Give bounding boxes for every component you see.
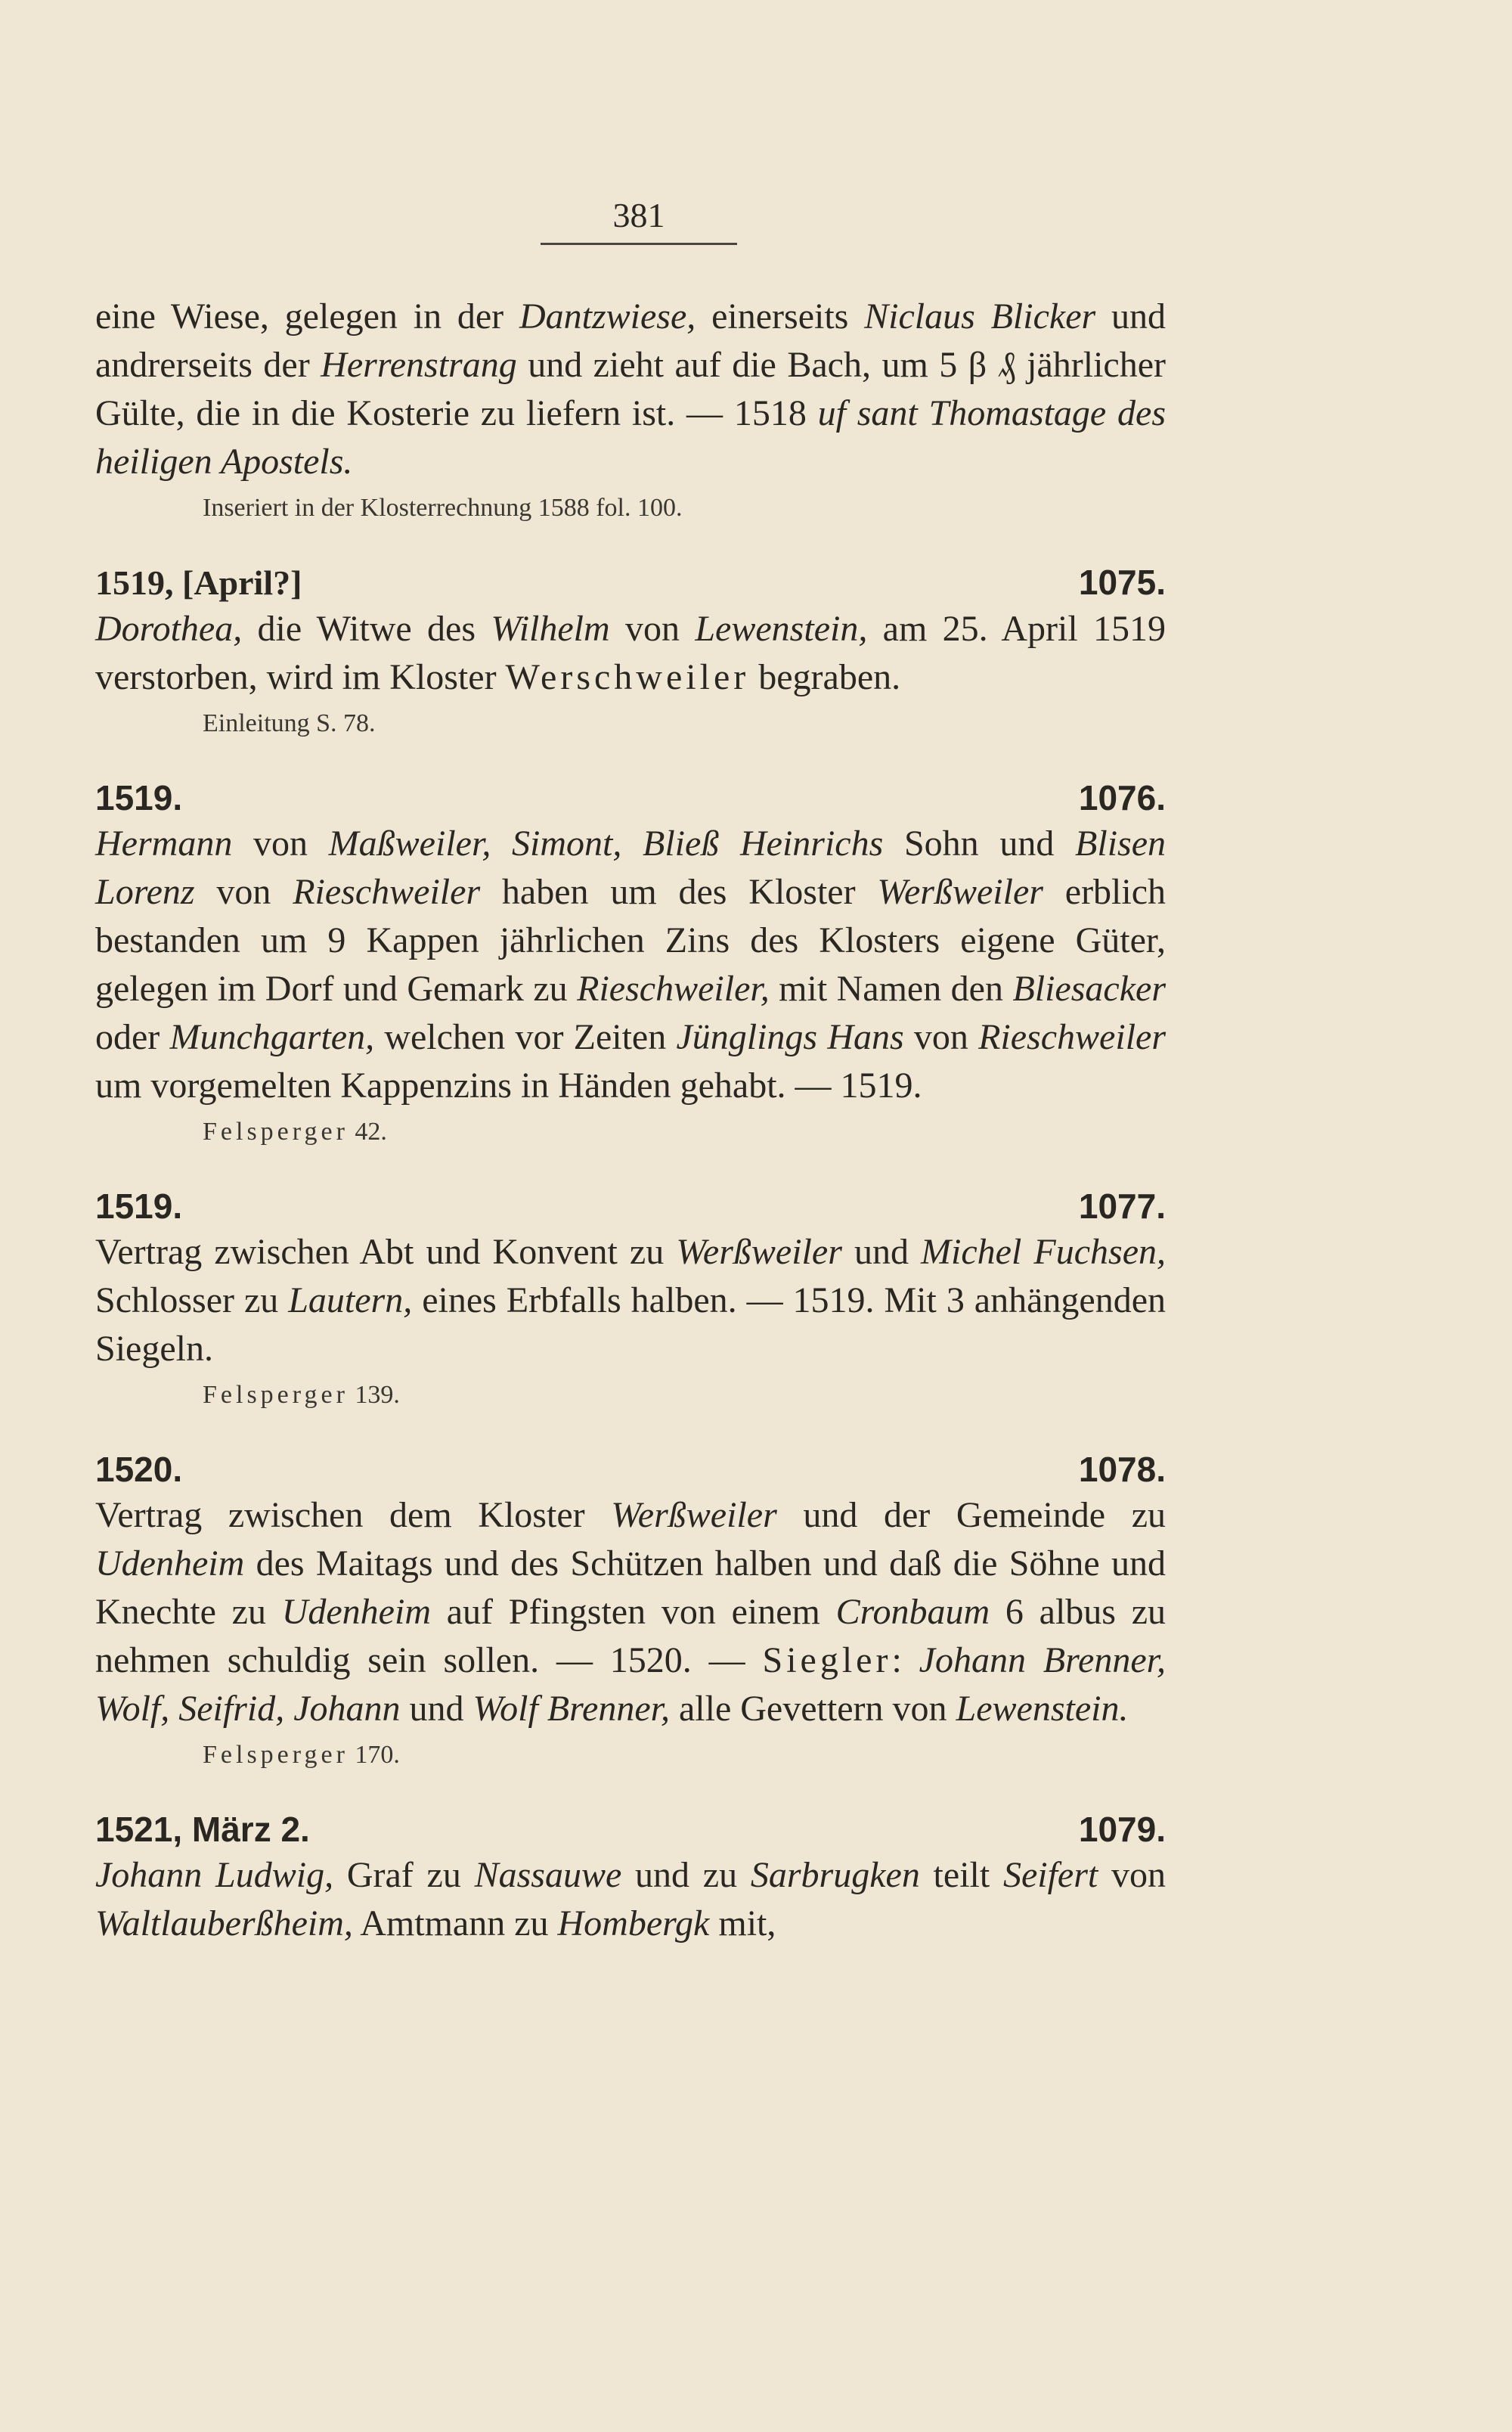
entry-number: 1078. — [1078, 1450, 1166, 1489]
intro-source: Inseriert in der Klosterrechnung 1588 fol. 100. — [203, 494, 683, 522]
entry-heading-1078 — [95, 1447, 1166, 1491]
entry-text-1077: Vertrag zwischen Abt und Konvent zu Werßweiler und Michel Fuchsen, Schlosser zu Lautern, eines Erbfalls halben. — 1519. Mit 3 anhängenden Siegeln. — [95, 1232, 1167, 1369]
entry-date: 1521, März 2. — [95, 1810, 310, 1849]
entry-source-1075: Einleitung S. 78. — [203, 709, 376, 737]
entry-text-1078: Vertrag zwischen dem Kloster Werßweiler und der Gemeinde zu Udenheim des Maitags und des Schützen halben und daß die Söhne und Knechte zu Udenheim auf Pfingsten von einem Cronbaum 6 albus zu nehmen schuldig sein sollen. — 1520. — Siegler: Johann Brenner, Wolf, Seifrid, Johann und Wolf Brenner, alle Gevettern von Lewenstein. — [95, 1495, 1167, 1729]
entry-date: 1519. — [95, 778, 183, 817]
entry-heading-1079 — [95, 1807, 1166, 1851]
entry-number: 1077. — [1078, 1187, 1166, 1226]
intro-paragraph: eine Wiese, gelegen in der Dantzwiese, einerseits Niclaus Blicker und andrerseits der Herrenstrang und zieht auf die Bach, um 5 β ₰ jährlicher Gülte, die in die Kosterie zu liefern ist. — 1518 uf sant Thomastage des heiligen Apostels. — [95, 296, 1167, 482]
entry-source-1077: Felsperger 139. — [203, 1381, 400, 1409]
page-header — [529, 193, 748, 245]
entry-date: 1520. — [95, 1450, 183, 1489]
page-number: 381 — [612, 196, 665, 234]
page-body — [95, 293, 1166, 1948]
entry-number: 1079. — [1078, 1810, 1166, 1849]
entry-source-1078: Felsperger 170. — [203, 1741, 400, 1769]
entry-text-1079: Johann Ludwig, Graf zu Nassauwe und zu Sarbrugken teilt Seifert von Waltlauberßheim, Amtmann zu Hombergk mit, — [95, 1855, 1166, 1943]
entry-heading-1077 — [95, 1184, 1166, 1228]
header-rule — [541, 243, 737, 245]
entry-heading-1075 — [95, 560, 1166, 605]
entry-text-1076: Hermann von Maßweiler, Simont, Bließ Heinrichs Sohn und Blisen Lorenz von Rieschweiler haben um des Kloster Werßweiler erblich bestanden um 9 Kappen jährlichen Zins des Klosters eigene Güter, gelegen im Dorf und Gemark zu Rieschweiler, mit Namen den Bliesacker oder Munchgarten, welchen vor Zeiten Jünglings Hans von Rieschweiler um vorgemelten Kappenzins in Händen gehabt. — 1519. — [95, 824, 1167, 1106]
entry-date: 1519, [April?] — [95, 563, 302, 602]
entry-number: 1076. — [1078, 778, 1166, 817]
entry-number: 1075. — [1078, 563, 1166, 602]
entry-source-1076: Felsperger 42. — [203, 1118, 387, 1146]
entry-date: 1519. — [95, 1187, 183, 1226]
entry-heading-1076 — [95, 776, 1166, 820]
entry-text-1075: Dorothea, die Witwe des Wilhelm von Lewenstein, am 25. April 1519 verstorben, wird im Kloster Werschweiler begraben. — [95, 609, 1167, 697]
